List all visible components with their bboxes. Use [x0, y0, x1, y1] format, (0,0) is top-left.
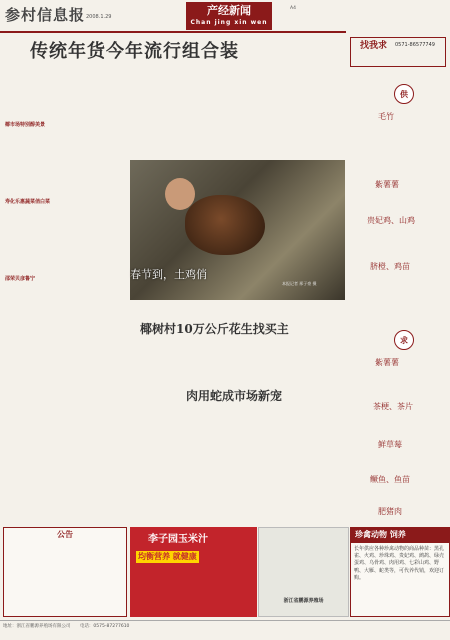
hen-figure	[185, 195, 265, 255]
demand-item-2: 茶梗、茶片	[373, 402, 413, 411]
sidebar-title: 找我求	[360, 41, 388, 51]
subhead-2: 寿化乐惠蔬菜俏白菜	[5, 198, 51, 205]
masthead	[0, 0, 450, 30]
section-banner	[186, 2, 272, 30]
footer-phone: 电话：0575-87277610	[79, 624, 130, 629]
supply-item-4: 脐橙、鸡苗	[370, 262, 410, 271]
edition-number: A4	[290, 6, 296, 11]
supply-item-2: 紫薯薯	[375, 180, 399, 189]
ad3-title: 珍禽动物 饲养	[351, 528, 449, 543]
newspaper-logo: 参村信息报	[5, 6, 86, 24]
ad-corn-juice	[130, 527, 257, 617]
supply-item-3: 贵妃鸡、山鸡	[367, 216, 415, 225]
subhead-1: 椰市场特别醇美景	[5, 122, 46, 128]
notice-box	[3, 527, 127, 617]
supply-item-1: 毛竹	[378, 112, 394, 121]
ad-rare-poultry	[350, 527, 450, 617]
section-title: 产经新闻	[207, 4, 251, 17]
story2-headline: 椰树村10万公斤花生找买主	[140, 322, 289, 336]
notice-title: 公告	[57, 530, 73, 539]
section-pinyin: Chan jing xin wen	[190, 18, 268, 26]
demand-item-1: 紫薯薯	[375, 358, 399, 367]
ad2-title: 浙江省鹏源养殖场	[283, 598, 324, 604]
sidebar-phone: 0571-86577749	[395, 42, 435, 48]
photo-caption: 春节到，土鸡俏	[130, 268, 207, 281]
photo-credit: 本报记者 邢子豪 摄	[282, 281, 317, 286]
ad1-slogan: 均衡营养 就健康	[136, 551, 199, 564]
story3-headline: 肉用蛇成市场新宠	[186, 389, 283, 403]
ad3-text: 长年供应各种珍禽动物的商品种苗：黑孔雀、火鸡、珍珠鸡、贵妃鸡、鹧鸪、绿壳蛋鸡、乌骨鸡、肉用鸡、七彩山鸡、野鸭、大雁、蛇类等，可代养代销，欢迎订购。	[354, 545, 445, 581]
supply-badge: 供	[394, 84, 414, 104]
footer-address: 地址：浙江省鹏源养殖场有限公司	[3, 624, 71, 629]
demand-badge: 求	[394, 330, 414, 350]
demand-item-4: 鳜鱼、鱼苗	[370, 475, 410, 484]
ad-farm	[258, 527, 349, 617]
main-headline: 传统年货今年流行组合装	[30, 41, 239, 62]
footer	[0, 620, 450, 640]
ad1-title: 李子园玉米汁	[148, 534, 208, 545]
masthead-date: 2008.1.29	[86, 14, 112, 20]
edition-info	[290, 6, 296, 12]
demand-item-3: 鲜草莓	[378, 440, 402, 449]
subhead-3: 邵荣贝彦鲁宁	[5, 275, 36, 282]
left-column	[5, 72, 125, 512]
demand-item-5: 肥猪肉	[378, 507, 402, 516]
